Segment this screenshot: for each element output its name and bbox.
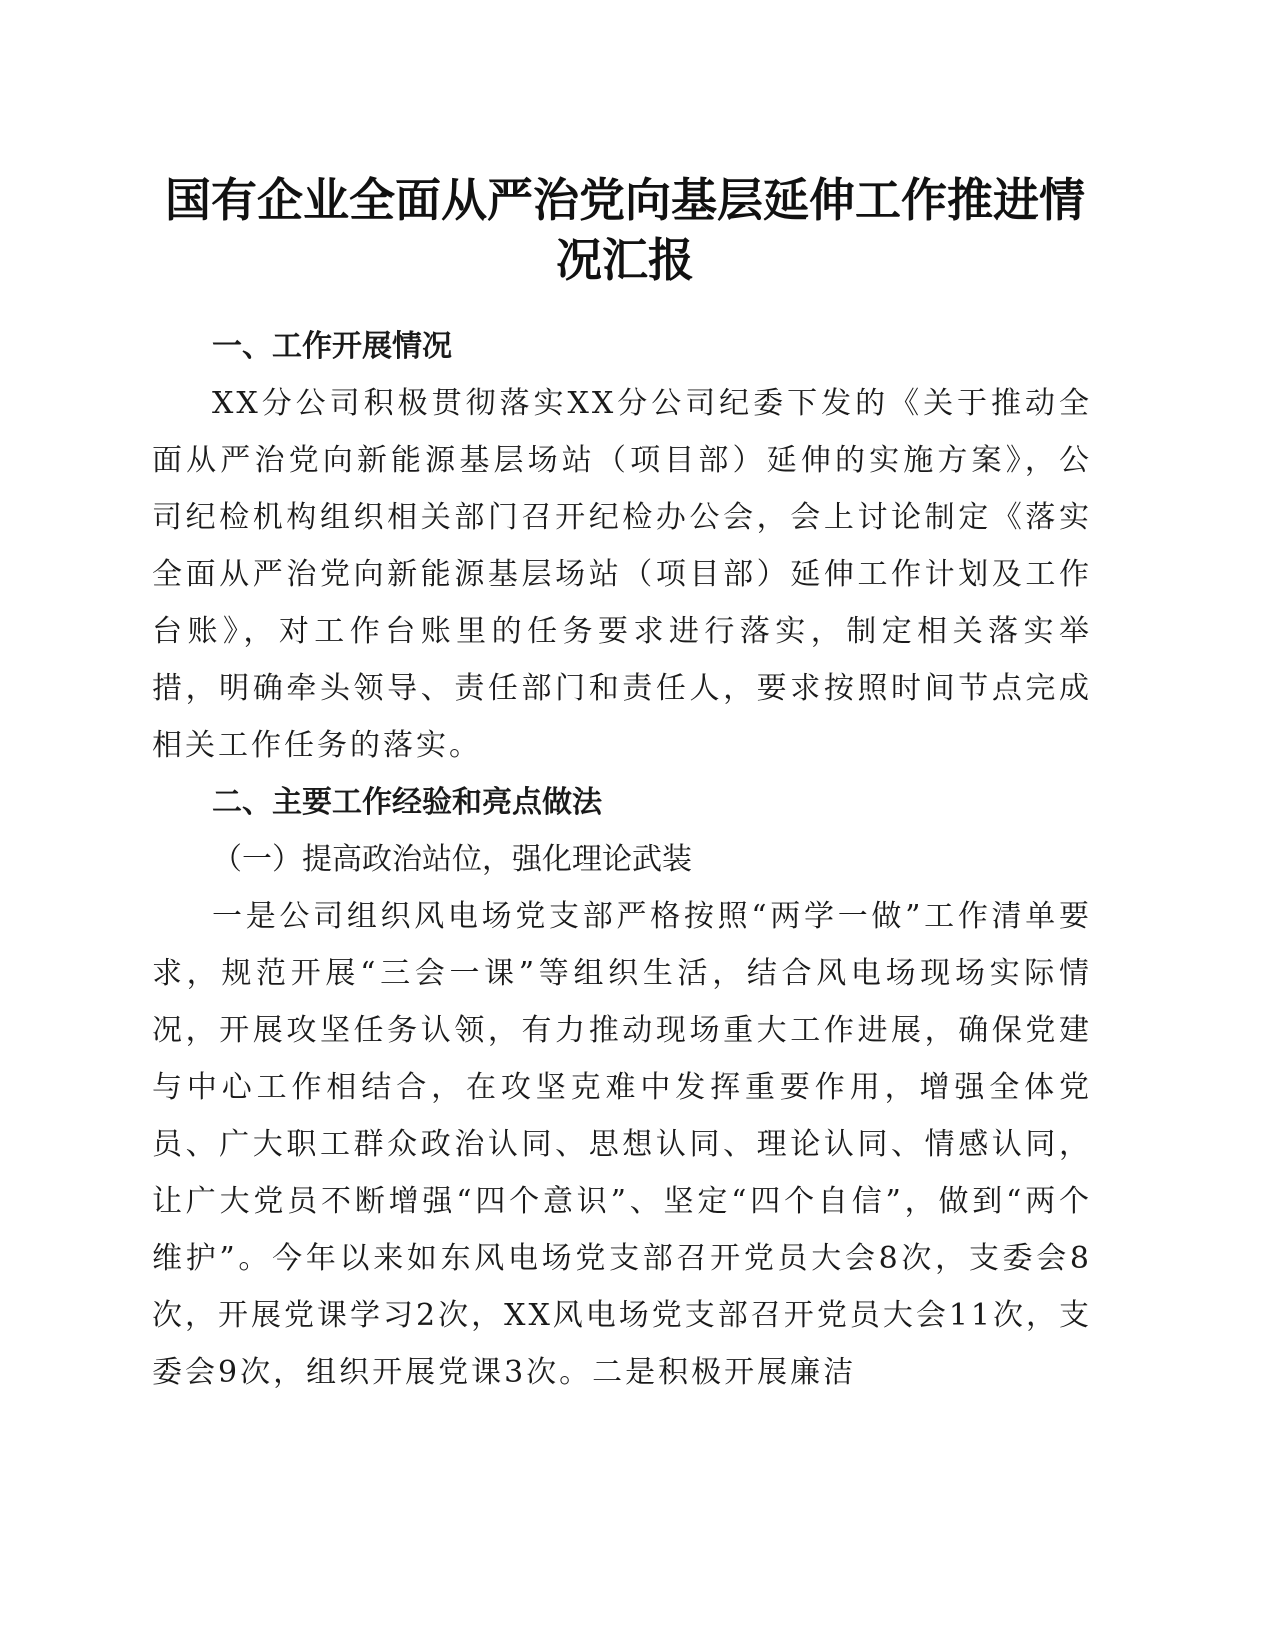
section-heading-2: 二、主要工作经验和亮点做法 xyxy=(212,785,602,820)
document-body xyxy=(152,318,1092,1401)
section-heading-1: 一、工作开展情况 xyxy=(212,329,452,364)
document-title: 国有企业全面从严治党向基层延伸工作推进情况汇报 xyxy=(165,173,1085,287)
section-1-paragraph: XX分公司积极贯彻落实XX分公司纪委下发的《关于推动全面从严治党向新能源基层场站（项目部）延伸的实施方案》，公司纪检机构组织相关部门召开纪检办公会，会上讨论制定《落实全面从严治党向新能源基层场站（项目部）延伸工作计划及工作台账》，对工作台账里的任务要求进行落实，制定相关落实举措，明确牵头领导、责任部门和责任人，要求按照时间节点完成相关工作任务的落实。 xyxy=(152,386,1092,763)
section-2-paragraph: 一是公司组织风电场党支部严格按照“两学一做”工作清单要求，规范开展“三会一课”等组织生活，结合风电场现场实际情况，开展攻坚任务认领，有力推动现场重大工作进展，确保党建与中心工作相结合，在攻坚克难中发挥重要作用，增强全体党员、广大职工群众政治认同、思想认同、理论认同、情感认同，让广大党员不断增强“四个意识”、坚定“四个自信”，做到“两个维护”。今年以来如东风电场党支部召开党员大会8次，支委会8次，开展党课学习2次，XX风电场党支部召开党员大会11次，支委会9次，组织开展党课3次。二是积极开展廉洁 xyxy=(152,899,1092,1390)
subsection-heading-1: （一）提高政治站位，强化理论武装 xyxy=(212,842,692,877)
